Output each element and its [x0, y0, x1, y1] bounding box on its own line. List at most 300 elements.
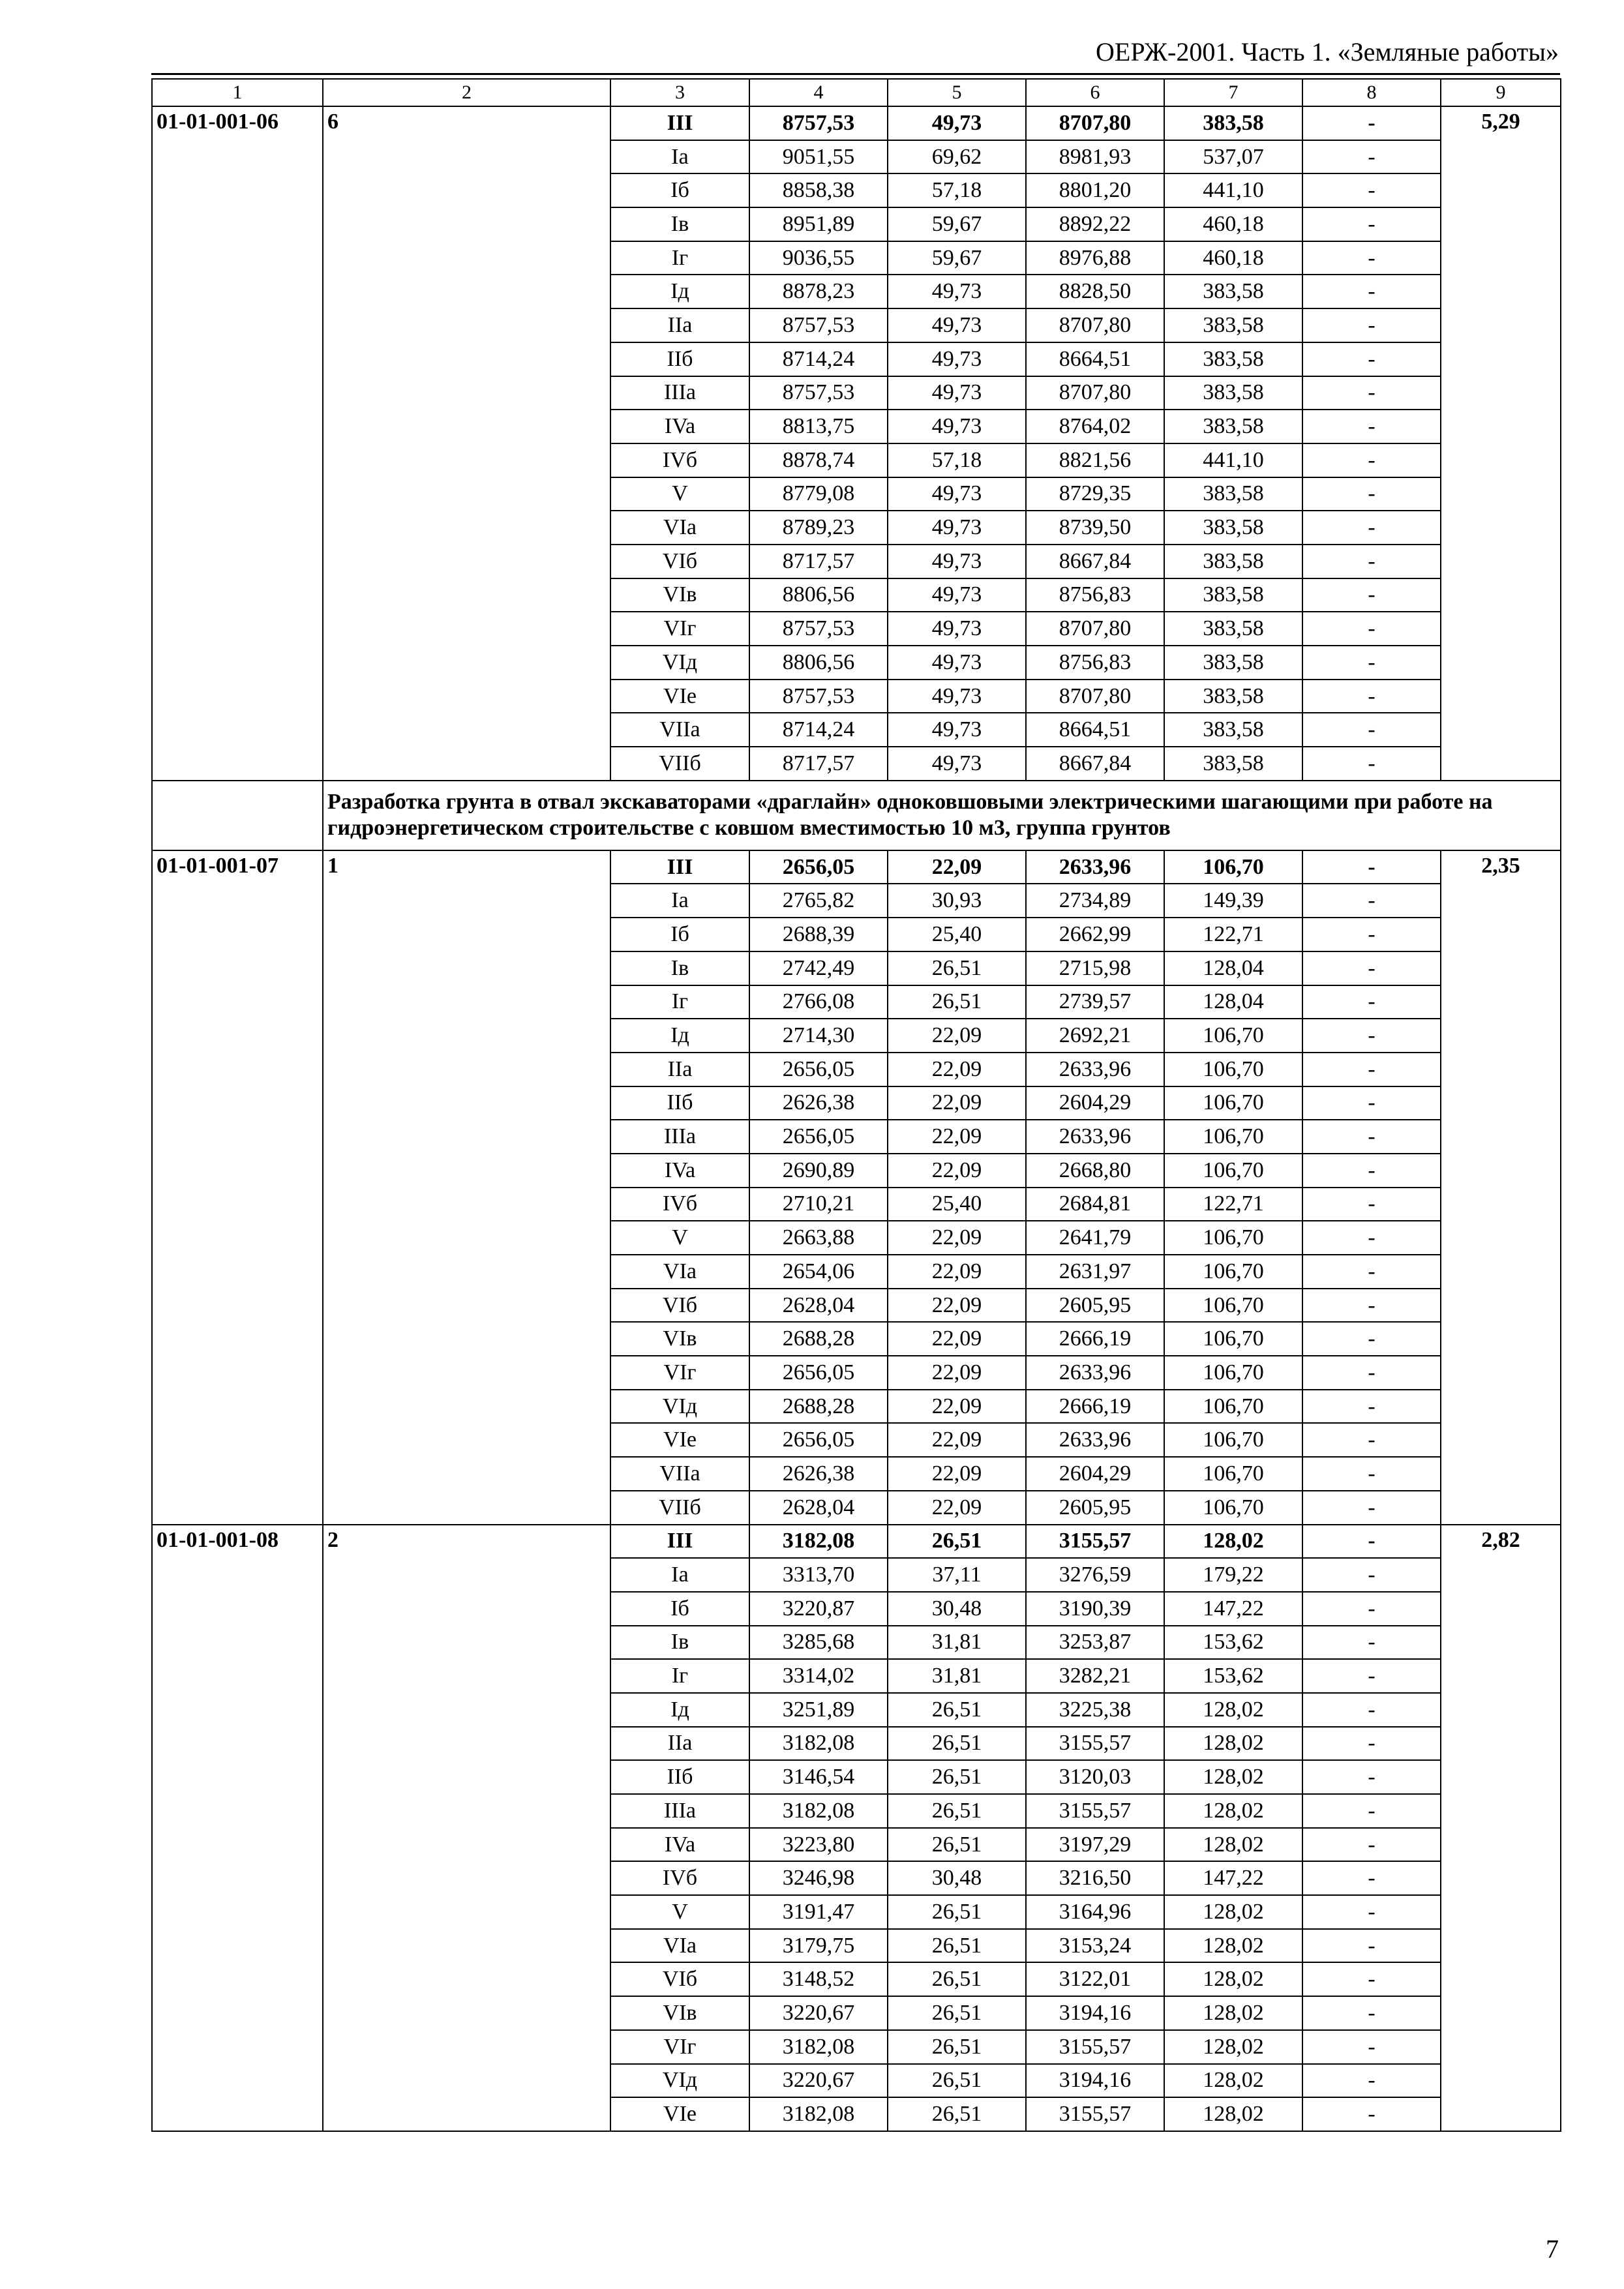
cell-col5: 49,73 [888, 713, 1026, 747]
cell-col4: 3182,08 [749, 2097, 888, 2131]
cell-col3: III [610, 106, 749, 140]
cell-col8: - [1302, 1659, 1441, 1693]
cell-col6: 3197,29 [1026, 1828, 1164, 1862]
cell-col8: - [1302, 1255, 1441, 1289]
cell-col8: - [1302, 1086, 1441, 1120]
cell-col5: 69,62 [888, 140, 1026, 174]
cell-col7: 106,70 [1164, 850, 1302, 884]
cell-col7: 106,70 [1164, 1086, 1302, 1120]
cell-col3: Iв [610, 951, 749, 985]
cell-col3: Iб [610, 173, 749, 207]
cell-col6: 2604,29 [1026, 1086, 1164, 1120]
cell-col4: 3182,08 [749, 1794, 888, 1828]
cell-col7: 106,70 [1164, 1019, 1302, 1053]
cell-col7: 383,58 [1164, 612, 1302, 646]
cell-col7: 383,58 [1164, 680, 1302, 713]
cell-col6: 3194,16 [1026, 1996, 1164, 2030]
cell-col5: 49,73 [888, 646, 1026, 680]
cell-col3: IIIa [610, 1120, 749, 1154]
column-number-6: 6 [1026, 79, 1164, 106]
cell-col8: - [1302, 477, 1441, 511]
cell-col5: 22,09 [888, 1255, 1026, 1289]
cell-col3: IIa [610, 1053, 749, 1086]
cell-col3: V [610, 477, 749, 511]
cell-col5: 26,51 [888, 2030, 1026, 2064]
cell-col3: Iд [610, 275, 749, 308]
cell-col4: 8806,56 [749, 646, 888, 680]
cell-col3: VIг [610, 612, 749, 646]
cell-col3: IVб [610, 1861, 749, 1895]
cell-col5: 26,51 [888, 1727, 1026, 1761]
cell-col6: 8739,50 [1026, 511, 1164, 545]
cell-col8: - [1302, 1895, 1441, 1929]
cell-col8: - [1302, 1794, 1441, 1828]
page-header: ОЕРЖ-2001. Часть 1. «Земляные работы» [1096, 37, 1559, 67]
cell-col3: IIб [610, 1760, 749, 1794]
cell-col7: 128,02 [1164, 2097, 1302, 2131]
cell-col5: 22,09 [888, 1086, 1026, 1120]
cell-col5: 49,73 [888, 578, 1026, 612]
cell-col8: - [1302, 612, 1441, 646]
cell-col6: 2604,29 [1026, 1457, 1164, 1491]
cell-col6: 8729,35 [1026, 477, 1164, 511]
cell-col6: 3155,57 [1026, 1794, 1164, 1828]
cell-col5: 26,51 [888, 1828, 1026, 1862]
rate-number: 2 [323, 1525, 610, 2131]
cell-col8: - [1302, 1525, 1441, 1559]
cell-col5: 49,73 [888, 747, 1026, 781]
cell-col5: 37,11 [888, 1558, 1026, 1592]
cell-col6: 2633,96 [1026, 1053, 1164, 1086]
cell-col6: 8756,83 [1026, 646, 1164, 680]
rate-code: 01-01-001-07 [152, 850, 323, 1525]
col9-value: 2,82 [1441, 1525, 1561, 2131]
cell-col6: 8892,22 [1026, 207, 1164, 241]
cell-col8: - [1302, 1626, 1441, 1660]
cell-col7: 106,70 [1164, 1390, 1302, 1424]
cell-col6: 2734,89 [1026, 884, 1164, 918]
cell-col3: IIa [610, 308, 749, 342]
cell-col8: - [1302, 1558, 1441, 1592]
cell-col6: 2662,99 [1026, 918, 1164, 951]
cell-col6: 3155,57 [1026, 2030, 1164, 2064]
cell-col5: 22,09 [888, 1423, 1026, 1457]
cell-col8: - [1302, 1289, 1441, 1323]
cell-col7: 149,39 [1164, 884, 1302, 918]
cell-col7: 106,70 [1164, 1457, 1302, 1491]
cell-col5: 26,51 [888, 1525, 1026, 1559]
cell-col8: - [1302, 918, 1441, 951]
cell-col5: 26,51 [888, 1760, 1026, 1794]
cell-col5: 30,48 [888, 1592, 1026, 1626]
cell-col4: 3220,87 [749, 1592, 888, 1626]
cell-col4: 3148,52 [749, 1962, 888, 1996]
cell-col6: 2684,81 [1026, 1188, 1164, 1221]
cell-col7: 128,02 [1164, 1996, 1302, 2030]
cell-col8: - [1302, 1828, 1441, 1862]
cell-col8: - [1302, 1322, 1441, 1356]
cell-col3: VIe [610, 1423, 749, 1457]
cell-col3: VIв [610, 578, 749, 612]
cell-col4: 8878,23 [749, 275, 888, 308]
rates-table [151, 78, 1561, 2132]
cell-col8: - [1302, 1491, 1441, 1525]
cell-col3: IVб [610, 1188, 749, 1221]
cell-col8: - [1302, 511, 1441, 545]
cell-col3: VIe [610, 2097, 749, 2131]
cell-col8: - [1302, 1457, 1441, 1491]
col9-value: 2,35 [1441, 850, 1561, 1525]
cell-col7: 383,58 [1164, 376, 1302, 410]
cell-col5: 49,73 [888, 612, 1026, 646]
cell-col4: 2714,30 [749, 1019, 888, 1053]
cell-col4: 2765,82 [749, 884, 888, 918]
cell-col4: 8757,53 [749, 680, 888, 713]
cell-col7: 383,58 [1164, 477, 1302, 511]
cell-col3: V [610, 1221, 749, 1255]
cell-col6: 3216,50 [1026, 1861, 1164, 1895]
cell-col4: 3182,08 [749, 2030, 888, 2064]
cell-col4: 8757,53 [749, 308, 888, 342]
cell-col7: 128,02 [1164, 1760, 1302, 1794]
cell-col5: 25,40 [888, 918, 1026, 951]
cell-col8: - [1302, 2030, 1441, 2064]
cell-col4: 2766,08 [749, 985, 888, 1019]
cell-col5: 22,09 [888, 1390, 1026, 1424]
cell-col5: 26,51 [888, 985, 1026, 1019]
cell-col4: 3313,70 [749, 1558, 888, 1592]
cell-col4: 3220,67 [749, 1996, 888, 2030]
cell-col5: 31,81 [888, 1626, 1026, 1660]
cell-col3: VIIб [610, 1491, 749, 1525]
cell-col7: 128,02 [1164, 1525, 1302, 1559]
cell-col7: 460,18 [1164, 241, 1302, 275]
cell-col8: - [1302, 1221, 1441, 1255]
cell-col3: IVб [610, 443, 749, 477]
cell-col7: 441,10 [1164, 173, 1302, 207]
cell-col3: Iд [610, 1019, 749, 1053]
cell-col7: 106,70 [1164, 1322, 1302, 1356]
cell-col4: 2656,05 [749, 1423, 888, 1457]
cell-col6: 3282,21 [1026, 1659, 1164, 1693]
cell-col5: 22,09 [888, 1053, 1026, 1086]
cell-col8: - [1302, 1861, 1441, 1895]
cell-col4: 8779,08 [749, 477, 888, 511]
cell-col7: 383,58 [1164, 545, 1302, 578]
cell-col7: 383,58 [1164, 646, 1302, 680]
cell-col3: VIб [610, 1289, 749, 1323]
cell-col8: - [1302, 1727, 1441, 1761]
cell-col7: 106,70 [1164, 1289, 1302, 1323]
cell-col6: 3155,57 [1026, 1525, 1164, 1559]
cell-col5: 49,73 [888, 410, 1026, 443]
cell-col6: 2692,21 [1026, 1019, 1164, 1053]
cell-col5: 26,51 [888, 1794, 1026, 1828]
cell-col3: VIд [610, 646, 749, 680]
cell-col8: - [1302, 1390, 1441, 1424]
cell-col6: 3155,57 [1026, 2097, 1164, 2131]
cell-col7: 106,70 [1164, 1053, 1302, 1086]
cell-col7: 128,04 [1164, 985, 1302, 1019]
section-title-spacer [152, 781, 323, 850]
cell-col4: 8714,24 [749, 342, 888, 376]
cell-col4: 8858,38 [749, 173, 888, 207]
cell-col6: 2666,19 [1026, 1390, 1164, 1424]
cell-col3: VIг [610, 2030, 749, 2064]
cell-col4: 3220,67 [749, 2064, 888, 2098]
cell-col3: IIIa [610, 1794, 749, 1828]
cell-col3: IIб [610, 342, 749, 376]
cell-col4: 8806,56 [749, 578, 888, 612]
cell-col7: 383,58 [1164, 275, 1302, 308]
cell-col3: VIг [610, 1356, 749, 1390]
cell-col3: Ia [610, 1558, 749, 1592]
cell-col5: 22,09 [888, 1457, 1026, 1491]
cell-col4: 2656,05 [749, 850, 888, 884]
cell-col5: 22,09 [888, 850, 1026, 884]
cell-col3: Iв [610, 207, 749, 241]
cell-col8: - [1302, 241, 1441, 275]
cell-col7: 383,58 [1164, 410, 1302, 443]
cell-col8: - [1302, 443, 1441, 477]
cell-col7: 383,58 [1164, 511, 1302, 545]
cell-col3: IVa [610, 1154, 749, 1188]
cell-col7: 147,22 [1164, 1592, 1302, 1626]
cell-col6: 3155,57 [1026, 1727, 1164, 1761]
cell-col8: - [1302, 275, 1441, 308]
cell-col4: 2656,05 [749, 1356, 888, 1390]
cell-col3: Ia [610, 140, 749, 174]
cell-col7: 106,70 [1164, 1491, 1302, 1525]
cell-col4: 2628,04 [749, 1491, 888, 1525]
cell-col6: 2605,95 [1026, 1491, 1164, 1525]
cell-col3: VIa [610, 511, 749, 545]
cell-col4: 8714,24 [749, 713, 888, 747]
cell-col5: 31,81 [888, 1659, 1026, 1693]
cell-col6: 8707,80 [1026, 680, 1164, 713]
cell-col8: - [1302, 2064, 1441, 2098]
cell-col3: VIб [610, 545, 749, 578]
cell-col7: 441,10 [1164, 443, 1302, 477]
cell-col8: - [1302, 1356, 1441, 1390]
cell-col7: 383,58 [1164, 713, 1302, 747]
cell-col4: 2688,28 [749, 1322, 888, 1356]
cell-col6: 8707,80 [1026, 308, 1164, 342]
cell-col7: 122,71 [1164, 918, 1302, 951]
cell-col3: Iг [610, 985, 749, 1019]
cell-col3: VIa [610, 1929, 749, 1963]
page-number: 7 [1546, 2234, 1559, 2264]
cell-col3: III [610, 850, 749, 884]
cell-col7: 153,62 [1164, 1659, 1302, 1693]
cell-col8: - [1302, 207, 1441, 241]
cell-col4: 3179,75 [749, 1929, 888, 1963]
cell-col6: 2631,97 [1026, 1255, 1164, 1289]
cell-col4: 3314,02 [749, 1659, 888, 1693]
cell-col5: 22,09 [888, 1289, 1026, 1323]
cell-col5: 30,48 [888, 1861, 1026, 1895]
cell-col3: IVa [610, 410, 749, 443]
cell-col5: 22,09 [888, 1120, 1026, 1154]
cell-col4: 8813,75 [749, 410, 888, 443]
cell-col4: 2656,05 [749, 1053, 888, 1086]
cell-col3: Ia [610, 884, 749, 918]
col9-value: 5,29 [1441, 106, 1561, 781]
cell-col8: - [1302, 884, 1441, 918]
cell-col3: VIIa [610, 1457, 749, 1491]
cell-col3: VIд [610, 1390, 749, 1424]
cell-col3: Iб [610, 918, 749, 951]
cell-col8: - [1302, 951, 1441, 985]
cell-col8: - [1302, 106, 1441, 140]
cell-col5: 49,73 [888, 545, 1026, 578]
cell-col6: 8664,51 [1026, 342, 1164, 376]
cell-col3: V [610, 1895, 749, 1929]
cell-col4: 2688,39 [749, 918, 888, 951]
cell-col5: 26,51 [888, 1895, 1026, 1929]
column-number-1: 1 [152, 79, 323, 106]
cell-col7: 128,02 [1164, 1794, 1302, 1828]
cell-col7: 383,58 [1164, 106, 1302, 140]
column-number-3: 3 [610, 79, 749, 106]
cell-col6: 3122,01 [1026, 1962, 1164, 1996]
cell-col4: 2656,05 [749, 1120, 888, 1154]
column-number-row [152, 79, 1561, 106]
cell-col7: 147,22 [1164, 1861, 1302, 1895]
cell-col5: 26,51 [888, 2064, 1026, 2098]
cell-col6: 3190,39 [1026, 1592, 1164, 1626]
cell-col5: 26,51 [888, 951, 1026, 985]
section-title-row [152, 781, 1561, 850]
cell-col8: - [1302, 140, 1441, 174]
cell-col5: 49,73 [888, 680, 1026, 713]
cell-col3: IIa [610, 1727, 749, 1761]
cell-col5: 22,09 [888, 1322, 1026, 1356]
cell-col7: 106,70 [1164, 1120, 1302, 1154]
cell-col7: 179,22 [1164, 1558, 1302, 1592]
cell-col6: 2633,96 [1026, 850, 1164, 884]
cell-col3: VIв [610, 1996, 749, 2030]
cell-col8: - [1302, 1154, 1441, 1188]
cell-col6: 2666,19 [1026, 1322, 1164, 1356]
column-number-8: 8 [1302, 79, 1441, 106]
cell-col8: - [1302, 578, 1441, 612]
cell-col4: 3182,08 [749, 1727, 888, 1761]
cell-col6: 2633,96 [1026, 1423, 1164, 1457]
cell-col8: - [1302, 376, 1441, 410]
cell-col4: 2690,89 [749, 1154, 888, 1188]
cell-col6: 2605,95 [1026, 1289, 1164, 1323]
cell-col5: 49,73 [888, 376, 1026, 410]
cell-col7: 106,70 [1164, 1255, 1302, 1289]
cell-col8: - [1302, 1996, 1441, 2030]
cell-col4: 8757,53 [749, 612, 888, 646]
cell-col3: Iг [610, 241, 749, 275]
column-number-9: 9 [1441, 79, 1561, 106]
cell-col3: IIIa [610, 376, 749, 410]
rate-number: 1 [323, 850, 610, 1525]
cell-col5: 26,51 [888, 1962, 1026, 1996]
cell-col4: 8789,23 [749, 511, 888, 545]
cell-col4: 2742,49 [749, 951, 888, 985]
cell-col4: 3251,89 [749, 1693, 888, 1727]
cell-col3: Iд [610, 1693, 749, 1727]
cell-col3: VIe [610, 680, 749, 713]
cell-col7: 106,70 [1164, 1423, 1302, 1457]
table-row [152, 850, 1561, 884]
cell-col6: 2739,57 [1026, 985, 1164, 1019]
cell-col6: 8707,80 [1026, 612, 1164, 646]
cell-col7: 537,07 [1164, 140, 1302, 174]
header-rule [151, 73, 1560, 75]
cell-col5: 22,09 [888, 1491, 1026, 1525]
cell-col8: - [1302, 1188, 1441, 1221]
cell-col7: 128,02 [1164, 1828, 1302, 1862]
cell-col4: 3182,08 [749, 1525, 888, 1559]
cell-col5: 59,67 [888, 207, 1026, 241]
cell-col3: VIд [610, 2064, 749, 2098]
cell-col7: 383,58 [1164, 342, 1302, 376]
cell-col6: 8981,93 [1026, 140, 1164, 174]
cell-col7: 106,70 [1164, 1221, 1302, 1255]
cell-col7: 128,02 [1164, 1895, 1302, 1929]
cell-col4: 2710,21 [749, 1188, 888, 1221]
cell-col7: 122,71 [1164, 1188, 1302, 1221]
cell-col5: 25,40 [888, 1188, 1026, 1221]
cell-col6: 2715,98 [1026, 951, 1164, 985]
cell-col4: 8757,53 [749, 376, 888, 410]
section-title: Разработка грунта в отвал экскаваторами «драглайн» одноковшовыми электрическими шагающими при работе на гидроэнергетическом строительстве с ковшом вместимостью 10 м3, группа грунтов [323, 781, 1561, 850]
cell-col4: 2688,28 [749, 1390, 888, 1424]
cell-col4: 2628,04 [749, 1289, 888, 1323]
cell-col5: 30,93 [888, 884, 1026, 918]
cell-col7: 383,58 [1164, 308, 1302, 342]
cell-col4: 2626,38 [749, 1086, 888, 1120]
cell-col5: 26,51 [888, 1996, 1026, 2030]
cell-col8: - [1302, 850, 1441, 884]
cell-col8: - [1302, 1423, 1441, 1457]
cell-col4: 3246,98 [749, 1861, 888, 1895]
cell-col8: - [1302, 1053, 1441, 1086]
cell-col6: 8707,80 [1026, 106, 1164, 140]
cell-col5: 57,18 [888, 173, 1026, 207]
cell-col6: 2633,96 [1026, 1356, 1164, 1390]
cell-col7: 128,04 [1164, 951, 1302, 985]
cell-col5: 49,73 [888, 477, 1026, 511]
cell-col6: 2641,79 [1026, 1221, 1164, 1255]
rate-code: 01-01-001-08 [152, 1525, 323, 2131]
cell-col3: VIIб [610, 747, 749, 781]
cell-col7: 128,02 [1164, 2064, 1302, 2098]
cell-col5: 49,73 [888, 275, 1026, 308]
cell-col8: - [1302, 342, 1441, 376]
cell-col6: 3153,24 [1026, 1929, 1164, 1963]
cell-col7: 128,02 [1164, 1929, 1302, 1963]
cell-col8: - [1302, 985, 1441, 1019]
cell-col6: 8976,88 [1026, 241, 1164, 275]
cell-col8: - [1302, 713, 1441, 747]
cell-col7: 128,02 [1164, 2030, 1302, 2064]
cell-col5: 26,51 [888, 2097, 1026, 2131]
cell-col6: 2668,80 [1026, 1154, 1164, 1188]
cell-col6: 8828,50 [1026, 275, 1164, 308]
cell-col8: - [1302, 1693, 1441, 1727]
cell-col6: 3120,03 [1026, 1760, 1164, 1794]
cell-col4: 3191,47 [749, 1895, 888, 1929]
column-number-4: 4 [749, 79, 888, 106]
cell-col5: 49,73 [888, 342, 1026, 376]
cell-col8: - [1302, 646, 1441, 680]
